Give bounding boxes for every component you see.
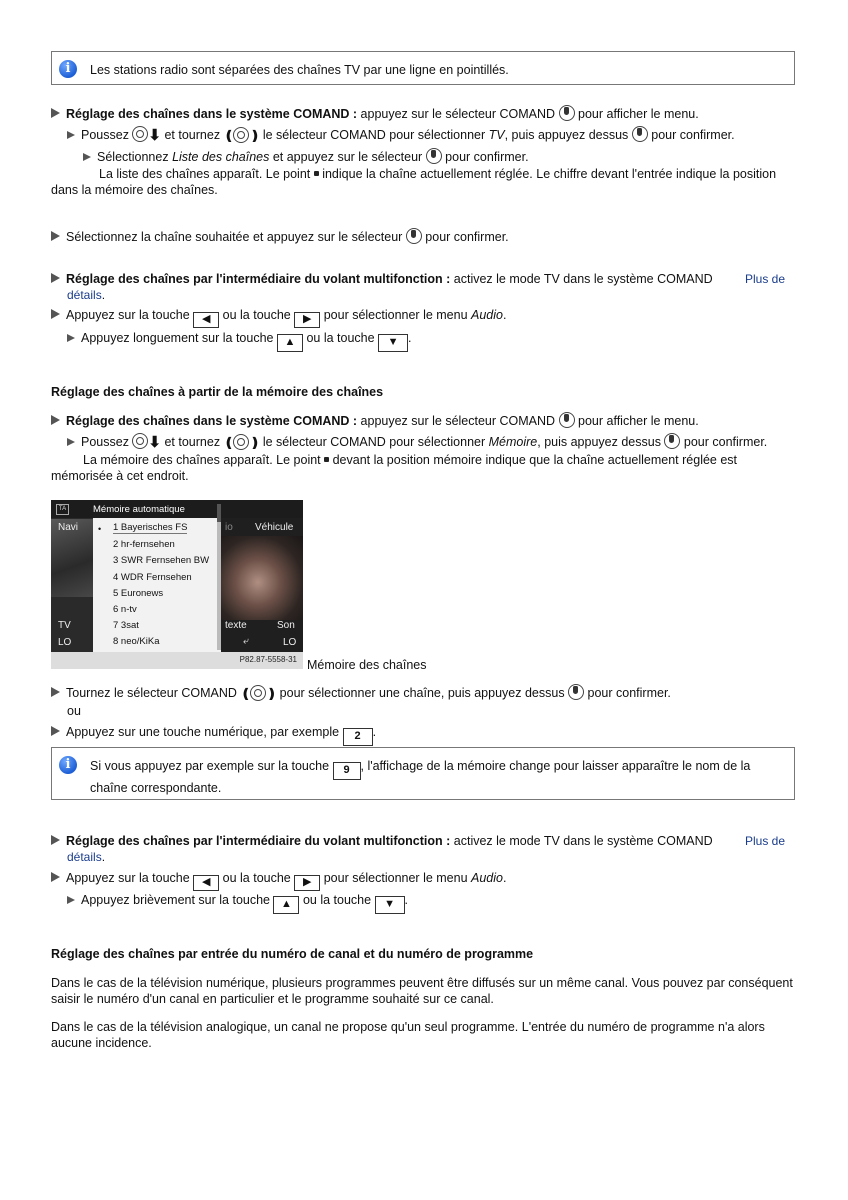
or-text: ou bbox=[67, 704, 81, 718]
more-details-link[interactable]: Plus de bbox=[745, 272, 786, 286]
arrow-icon bbox=[51, 835, 60, 845]
channel-item: 6 n-tv bbox=[113, 604, 137, 615]
arrow-icon bbox=[51, 108, 60, 118]
up-key-icon: ▲ bbox=[277, 334, 303, 352]
more-details-link-2[interactable]: détails. bbox=[67, 850, 106, 864]
info-box-radio bbox=[51, 51, 795, 85]
press-icon bbox=[559, 105, 575, 121]
more-details-link-2[interactable]: détails. bbox=[67, 288, 106, 302]
step-push-turn: Poussez ⬇ et tournez ❪ ❫ le sélecteur COMAND pour sélectionner TV, puis appuyez dessus pour confirmer. bbox=[67, 126, 735, 144]
down-key-icon: ▼ bbox=[375, 896, 405, 914]
right-key-icon: ▶ bbox=[294, 312, 320, 328]
step-press-keys: Appuyez sur la touche ◀ ou la touche ▶ pour sélectionner le menu Audio. bbox=[51, 307, 506, 328]
note-list: La liste des chaînes apparaît. Le point indique la chaîne actuellement réglée. Le chiffre devant l'entrée indique la position dans la mémoire des chaînes. bbox=[51, 167, 777, 197]
arrow-icon bbox=[51, 231, 60, 241]
arrow-icon bbox=[51, 273, 60, 283]
left-key-icon: ◀ bbox=[193, 312, 219, 328]
arrow-icon bbox=[67, 438, 75, 446]
step-press-keys-2: Appuyez sur la touche ◀ ou la touche ▶ pour sélectionner le menu Audio. bbox=[51, 870, 506, 891]
channel-item: 1 Bayerisches FS bbox=[113, 522, 188, 533]
info-icon: i bbox=[59, 756, 77, 774]
more-details-link[interactable]: Plus de bbox=[745, 834, 786, 848]
info-icon: i bbox=[59, 60, 77, 78]
paragraph-digital: Dans le cas de la télévision numérique, plusieurs programmes peuvent être diffusés sur un même canal. Vous pouvez par conséquent saisir le numéro d'un canal en particulier et le programme souhaité sur ce canal. bbox=[51, 976, 793, 1006]
step-short-press: Appuyez brièvement sur la touche ▲ ou la touche ▼ . bbox=[67, 892, 408, 914]
arrow-icon bbox=[51, 309, 60, 319]
press-icon bbox=[632, 126, 648, 142]
arrow-icon bbox=[51, 872, 60, 882]
screen-vehicule: Véhicule bbox=[255, 522, 294, 533]
arrow-icon bbox=[67, 334, 75, 342]
number-key-icon: 9 bbox=[333, 762, 361, 780]
selector-icon bbox=[132, 433, 148, 449]
channel-item: 4 WDR Fernsehen bbox=[113, 572, 192, 583]
current-channel-dot: • bbox=[98, 524, 102, 534]
press-icon bbox=[664, 433, 680, 449]
turn-icon: ❪ ❫ bbox=[240, 686, 277, 701]
info-text: Les stations radio sont séparées des chaînes TV par une ligne en pointillés. bbox=[90, 63, 509, 77]
step-long-press: Appuyez longuement sur la touche ▲ ou la touche ▼ . bbox=[67, 330, 412, 352]
tv-picture bbox=[221, 536, 303, 620]
turn-icon: ❪ ❫ bbox=[223, 435, 260, 450]
right-key-icon: ▶ bbox=[294, 875, 320, 891]
screen-arrow-icon: ⤶ bbox=[243, 636, 249, 647]
info-box-memory bbox=[51, 747, 795, 800]
step-push-turn-2: Poussez ⬇ et tournez ❪ ❫ le sélecteur COMAND pour sélectionner Mémoire, puis appuyez dessus pour confirmer. bbox=[67, 433, 767, 451]
channel-item: 3 SWR Fernsehen BW bbox=[113, 555, 210, 566]
info-text: Si vous appuyez par exemple sur la touche 9 , l'affichage de la mémoire change pour laisser apparaître le nom de la chaîne correspondante. bbox=[90, 759, 751, 795]
channel-item: 5 Euronews bbox=[113, 588, 164, 599]
screen-tv: TV bbox=[58, 620, 71, 631]
step-select-channel: Sélectionnez la chaîne souhaitée et appuyez sur le sélecteur pour confirmer. bbox=[51, 228, 509, 245]
push-icon: ⬇ bbox=[148, 434, 161, 451]
press-icon bbox=[559, 412, 575, 428]
heading-channel-number: Réglage des chaînes par entrée du numéro de canal et du numéro de programme bbox=[51, 947, 534, 961]
step-steering: Réglage des chaînes par l'intermédiaire du volant multifonction : activez le mode TV dans le système COMAND bbox=[51, 271, 713, 287]
paragraph-analog: Dans le cas de la télévision analogique, un canal ne propose qu'un seul programme. L'entrée du numéro de programme n'a alors aucune incidence. bbox=[51, 1020, 765, 1050]
channel-item: 2 hr-fernsehen bbox=[113, 539, 175, 550]
arrow-icon bbox=[51, 415, 60, 425]
down-key-icon: ▼ bbox=[378, 334, 408, 352]
press-icon bbox=[406, 228, 422, 244]
step-comand-2: Réglage des chaînes dans le système COMAND : appuyez sur le sélecteur COMAND pour afficher le menu. bbox=[51, 412, 699, 429]
step-steering-2: Réglage des chaînes par l'intermédiaire du volant multifonction : activez le mode TV dans le système COMAND bbox=[51, 833, 713, 849]
up-key-icon: ▲ bbox=[273, 896, 299, 914]
push-icon: ⬇ bbox=[148, 127, 161, 144]
selector-icon bbox=[132, 126, 148, 142]
heading-memory: Réglage des chaînes à partir de la mémoire des chaînes bbox=[51, 385, 384, 399]
press-icon bbox=[568, 684, 584, 700]
channel-item: 7 3sat bbox=[113, 620, 139, 631]
screen-texte: texte bbox=[225, 620, 247, 631]
screen-lo-left: LO bbox=[58, 637, 72, 648]
note-memory: La mémoire des chaînes apparaît. Le point devant la position mémoire indique que la chaîne actuellement réglée est mémorisée à cet endroit. bbox=[51, 453, 738, 483]
left-key-icon: ◀ bbox=[193, 875, 219, 891]
ta-icon: TA bbox=[56, 504, 69, 515]
arrow-icon bbox=[51, 687, 60, 697]
screen-son: Son bbox=[277, 620, 295, 631]
image-code: P82.87-5558-31 bbox=[239, 655, 297, 664]
arrow-icon bbox=[83, 153, 91, 161]
step-comand: Réglage des chaînes dans le système COMAND : appuyez sur le sélecteur COMAND pour afficher le menu. bbox=[51, 105, 699, 122]
image-caption: Mémoire des chaînes bbox=[307, 658, 427, 672]
screen-header: Mémoire automatique bbox=[93, 504, 185, 515]
arrow-icon bbox=[67, 896, 75, 904]
channel-item: 8 neo/KiKa bbox=[113, 636, 160, 647]
screen-navi: Navi bbox=[58, 522, 79, 533]
screen-lo-right: LO bbox=[283, 637, 297, 648]
step-turn-select: Tournez le sélecteur COMAND ❪ ❫ pour sélectionner une chaîne, puis appuyez dessus pour confirmer. bbox=[51, 684, 671, 702]
arrow-icon bbox=[67, 131, 75, 139]
screen-io: io bbox=[225, 522, 233, 533]
step-number-key: Appuyez sur une touche numérique, par exemple 2 . bbox=[51, 724, 376, 746]
arrow-icon bbox=[51, 726, 60, 736]
press-icon bbox=[426, 148, 442, 164]
number-key-icon: 2 bbox=[343, 728, 373, 746]
turn-icon: ❪ ❫ bbox=[223, 128, 260, 143]
step-select-list: Sélectionnez Liste des chaînes et appuyez sur le sélecteur pour confirmer. bbox=[83, 148, 529, 165]
comand-screen-image bbox=[51, 500, 303, 669]
